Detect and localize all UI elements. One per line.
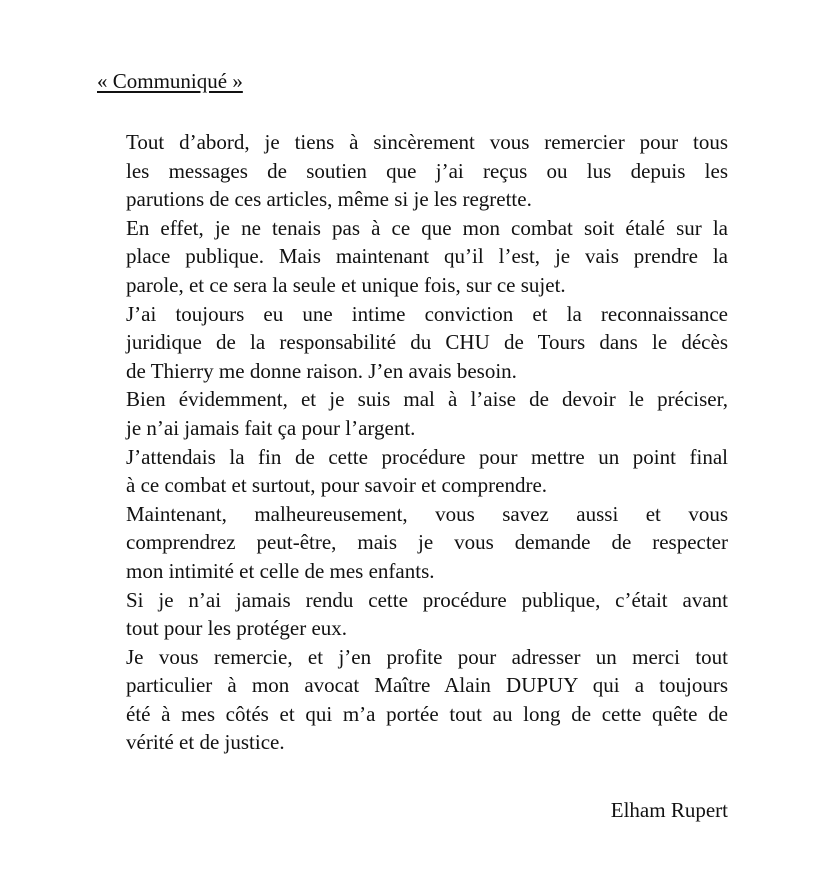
- paragraph-line: particulier à mon avocat Maître Alain DUPUY qui a toujours: [126, 673, 728, 698]
- paragraph-line: comprendrez peut-être, mais je vous demande de respecter: [126, 530, 728, 555]
- paragraph-line: les messages de soutien que j’ai reçus ou lus depuis les: [126, 158, 728, 183]
- paragraph-line: juridique de la responsabilité du CHU de Tours dans le décès: [126, 330, 728, 355]
- paragraph-line: à ce combat et surtout, pour savoir et comprendre.: [126, 473, 548, 498]
- communique-body: [126, 128, 728, 757]
- paragraph-line: été à mes côtés et qui m’a portée tout au long de cette quête de: [126, 701, 728, 726]
- paragraph-line: vérité et de justice.: [126, 730, 285, 755]
- paragraph-line: parutions de ces articles, même si je les regrette.: [126, 187, 532, 212]
- paragraph-line: Je vous remercie, et j’en profite pour adresser un merci tout: [126, 644, 728, 669]
- paragraph-line: Bien évidemment, et je suis mal à l’aise de devoir le préciser,: [126, 387, 728, 412]
- paragraph-line: J’attendais la fin de cette procédure pour mettre un point final: [126, 444, 728, 469]
- paragraph-line: J’ai toujours eu une intime conviction et la reconnaissance: [126, 301, 728, 326]
- document-title: « Communiqué »: [97, 69, 243, 93]
- paragraph-line: Maintenant, malheureusement, vous savez aussi et vous: [126, 501, 728, 526]
- paragraph-line: place publique. Mais maintenant qu’il l’est, je vais prendre la: [126, 244, 728, 269]
- paragraph-line: parole, et ce sera la seule et unique fois, sur ce sujet.: [126, 272, 566, 297]
- paragraph-line: Si je n’ai jamais rendu cette procédure publique, c’était avant: [126, 587, 728, 612]
- paragraph-line: tout pour les protéger eux.: [126, 616, 348, 641]
- paragraph-line: de Thierry me donne raison. J’en avais besoin.: [126, 358, 517, 383]
- paragraph-line: En effet, je ne tenais pas à ce que mon combat soit étalé sur la: [126, 215, 728, 240]
- signature: Elham Rupert: [610, 798, 728, 822]
- paragraph-line: mon intimité et celle de mes enfants.: [126, 558, 435, 583]
- paragraph-line: Tout d’abord, je tiens à sincèrement vous remercier pour tous: [126, 130, 728, 154]
- paragraph-line: je n’ai jamais fait ça pour l’argent.: [126, 415, 416, 440]
